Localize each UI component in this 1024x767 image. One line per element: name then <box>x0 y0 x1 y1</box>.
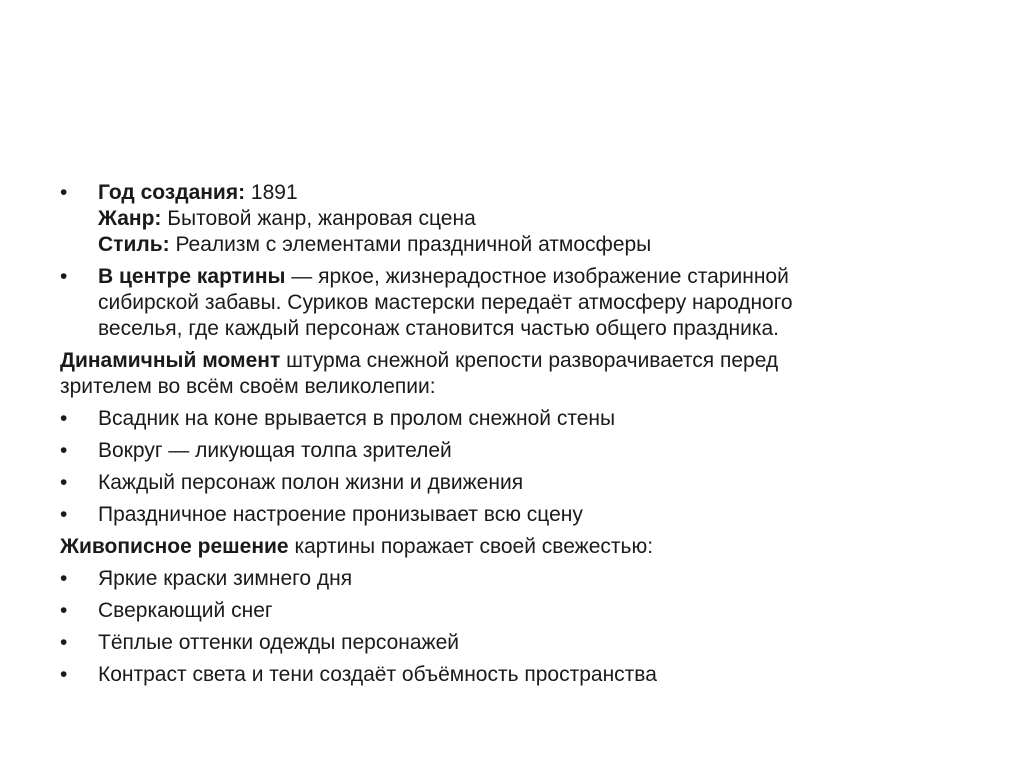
slide-content <box>60 180 960 694</box>
painting-item-text: Яркие краски зимнего дня <box>98 567 353 590</box>
bullet-icon: • <box>60 567 68 590</box>
dynamic-item <box>60 406 960 432</box>
bullet-icon: • <box>60 407 68 430</box>
genre-value: Бытовой жанр, жанровая сцена <box>161 207 476 230</box>
year-line <box>98 180 960 206</box>
dynamic-item <box>60 502 960 528</box>
intro-bullet <box>60 180 960 258</box>
painting-item <box>60 630 960 656</box>
dynamic-item <box>60 438 960 464</box>
dynamic-item-text: Каждый персонаж полон жизни и движения <box>98 471 524 494</box>
genre-line <box>98 206 960 232</box>
bullet-icon: • <box>60 663 68 686</box>
painting-item-text: Тёплые оттенки одежды персонажей <box>98 631 460 654</box>
dynamic-item-text: Праздничное настроение пронизывает всю сцену <box>98 503 583 526</box>
painting-line <box>60 534 960 560</box>
center-text-1: — яркое, жизнерадостное изображение старинной <box>285 265 789 288</box>
dynamic-line-2: зрителем во всём своём великолепии: <box>60 375 436 398</box>
painting-item <box>60 662 960 688</box>
center-bullet <box>60 264 960 342</box>
dynamic-bold: Динамичный момент <box>60 349 281 372</box>
dynamic-item <box>60 470 960 496</box>
year-value: 1891 <box>245 181 298 204</box>
bullet-icon: • <box>60 599 68 622</box>
bullet-icon: • <box>60 503 68 526</box>
style-value: Реализм с элементами праздничной атмосферы <box>169 233 652 256</box>
style-label: Стиль: <box>98 233 170 256</box>
dynamic-item-text: Вокруг — ликующая толпа зрителей <box>98 439 452 462</box>
style-line <box>98 232 960 258</box>
year-label: Год создания: <box>98 181 246 204</box>
painting-bold: Живописное решение <box>60 535 289 558</box>
genre-label: Жанр: <box>98 207 162 230</box>
dynamic-item-text: Всадник на коне врывается в пролом снежной стены <box>98 407 616 430</box>
painting-item <box>60 566 960 592</box>
dynamic-line-1 <box>60 348 960 374</box>
bullet-icon: • <box>60 471 68 494</box>
painting-text: картины поражает своей свежестью: <box>288 535 654 558</box>
bullet-icon: • <box>60 181 68 204</box>
painting-item-text: Сверкающий снег <box>98 599 273 622</box>
dynamic-paragraph <box>60 348 960 400</box>
dynamic-text-1: штурма снежной крепости разворачивается перед <box>280 349 779 372</box>
center-line-2: сибирской забавы. Суриков мастерски передаёт атмосферу народного <box>98 291 793 314</box>
painting-paragraph <box>60 534 960 560</box>
center-bold: В центре картины <box>98 265 286 288</box>
center-line-1 <box>98 264 960 290</box>
painting-item <box>60 598 960 624</box>
bullet-icon: • <box>60 439 68 462</box>
painting-item-text: Контраст света и тени создаёт объёмность пространства <box>98 663 657 686</box>
bullet-icon: • <box>60 265 68 288</box>
center-line-3: веселья, где каждый персонаж становится частью общего праздника. <box>98 317 780 340</box>
bullet-icon: • <box>60 631 68 654</box>
